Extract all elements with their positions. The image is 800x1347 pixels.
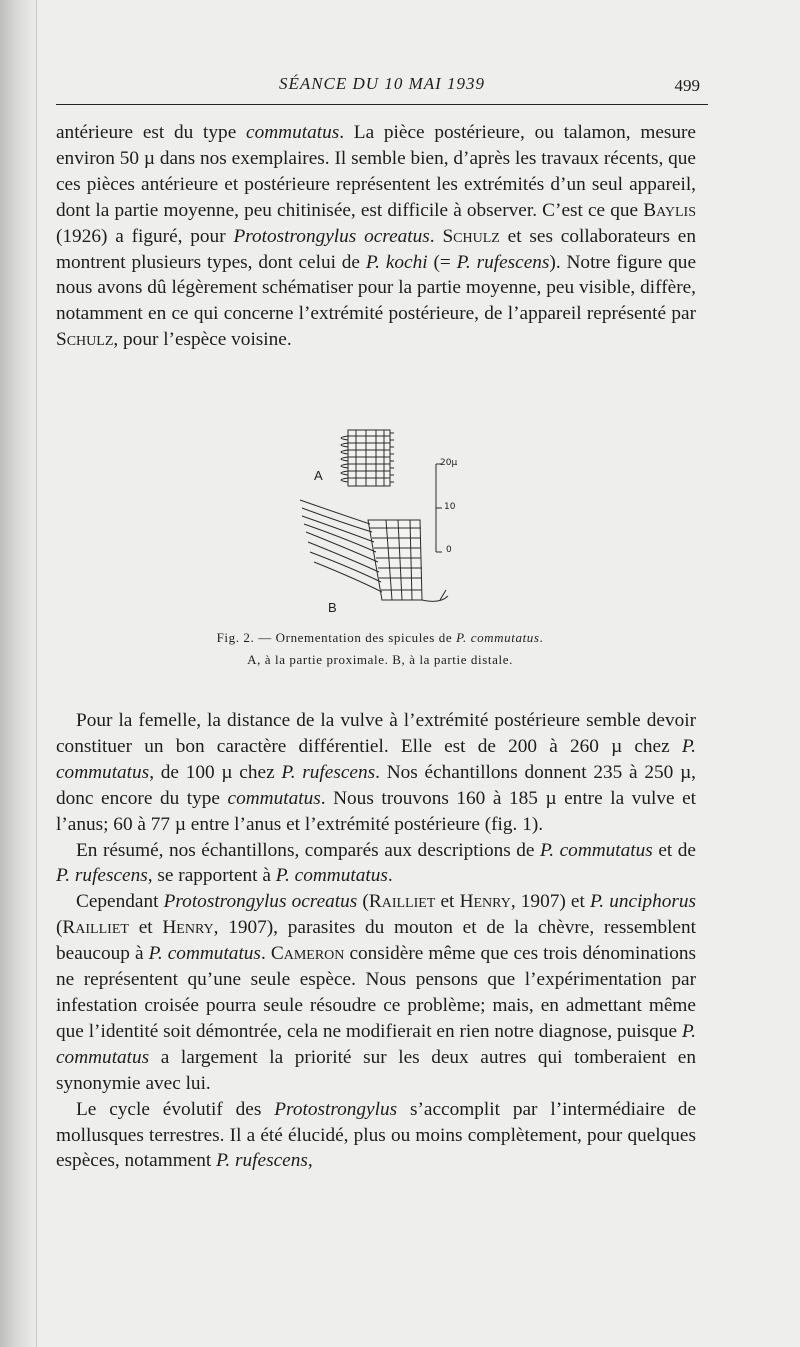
figure-label-a: A: [314, 468, 323, 483]
running-title: SÉANCE DU 10 MAI 1939: [278, 74, 486, 93]
header-rule: [56, 104, 708, 105]
paragraph-life-cycle: Le cycle évolutif des Protostrongylus s’accomplit par l’intermédiaire de mollusques terrestres. Il a été élucidé, plus ou moins complètement, pour quelques espèces, notamment P. rufescens,: [56, 1098, 697, 1172]
figure-caption-line-2: A, à la partie proximale. B, à la partie distale.: [247, 652, 513, 667]
figure-caption-line-1: Fig. 2. — Ornementation des spicules de P. commutatus.: [216, 630, 544, 645]
spicule-part-a: [341, 430, 394, 486]
scale-label-bottom: 0: [446, 545, 452, 555]
paragraph-spicule-description: antérieure est du type commutatus. La pièce postérieure, ou talamon, mesure environ 50 µ dans nos exemplaires. Il semble bien, d’après les travaux récents, que ces pièces antérieure et postérieure représentent les extrémités d’un seul appareil, dont la partie moyenne, peu chitinisée, est difficile à observer. C’est ce que Baylis (1926) a figuré, pour Protostrongylus ocreatus. Schulz et ses collaborateurs en montrent plusieurs types, dont celui de P. kochi (= P. rufescens). Notre figure que nous avons dû légèrement schématiser pour la partie moyenne, peu visible, diffère, notamment en ce qui concerne l’extrémité postérieure, de l’appareil représenté par Schulz, pour l’espèce voisine.: [56, 122, 697, 351]
text-block-bottom: [56, 708, 696, 1174]
text-block-top: [56, 120, 696, 353]
scale-label-top: 20µ: [440, 458, 458, 468]
figure-spicule-ornamentation: [290, 424, 470, 624]
paragraph-synonymy: Cependant Protostrongylus ocreatus (Railliet et Henry, 1907) et P. unciphorus (Railliet et Henry, 1907), parasites du mouton et de la chèvre, ressemblent beaucoup à P. commutatus. Cameron considère même que ces trois dénominations ne représentent qu’une seule espèce. Nous pensons que l’expérimentation par infestation croisée pourra seule résoudre ce problème; mais, en admettant même que l’identité soit démontrée, cela ne modifierait en rien notre diagnose, puisque P. commutatus a largement la priorité sur les deux autres qui tomberaient en synonymie avec lui.: [56, 891, 697, 1094]
figure-label-b: B: [328, 600, 337, 615]
spicule-drawing: [290, 424, 470, 624]
binding-shadow: [0, 0, 38, 1347]
page-number: 499: [674, 76, 700, 95]
page-header: [56, 72, 708, 102]
paragraph-female: Pour la femelle, la distance de la vulve à l’extrémité postérieure semble devoir constituer un bon caractère différentiel. Elle est de 200 à 260 µ chez P. commutatus, de 100 µ chez P. rufescens. Nos échantillons donnent 235 à 250 µ, donc encore du type commutatus. Nous trouvons 160 à 185 µ entre la vulve et l’anus; 60 à 77 µ entre l’anus et l’extrémité postérieure (fig. 1).: [56, 710, 696, 835]
page-edge: [36, 0, 37, 1347]
paragraph-summary: En résumé, nos échantillons, comparés aux descriptions de P. commutatus et de P. rufescens, se rapportent à P. commutatus.: [56, 839, 696, 887]
scale-label-mid: 10: [444, 502, 456, 512]
spicule-part-b: [300, 500, 448, 601]
scale-bar: [436, 464, 442, 552]
